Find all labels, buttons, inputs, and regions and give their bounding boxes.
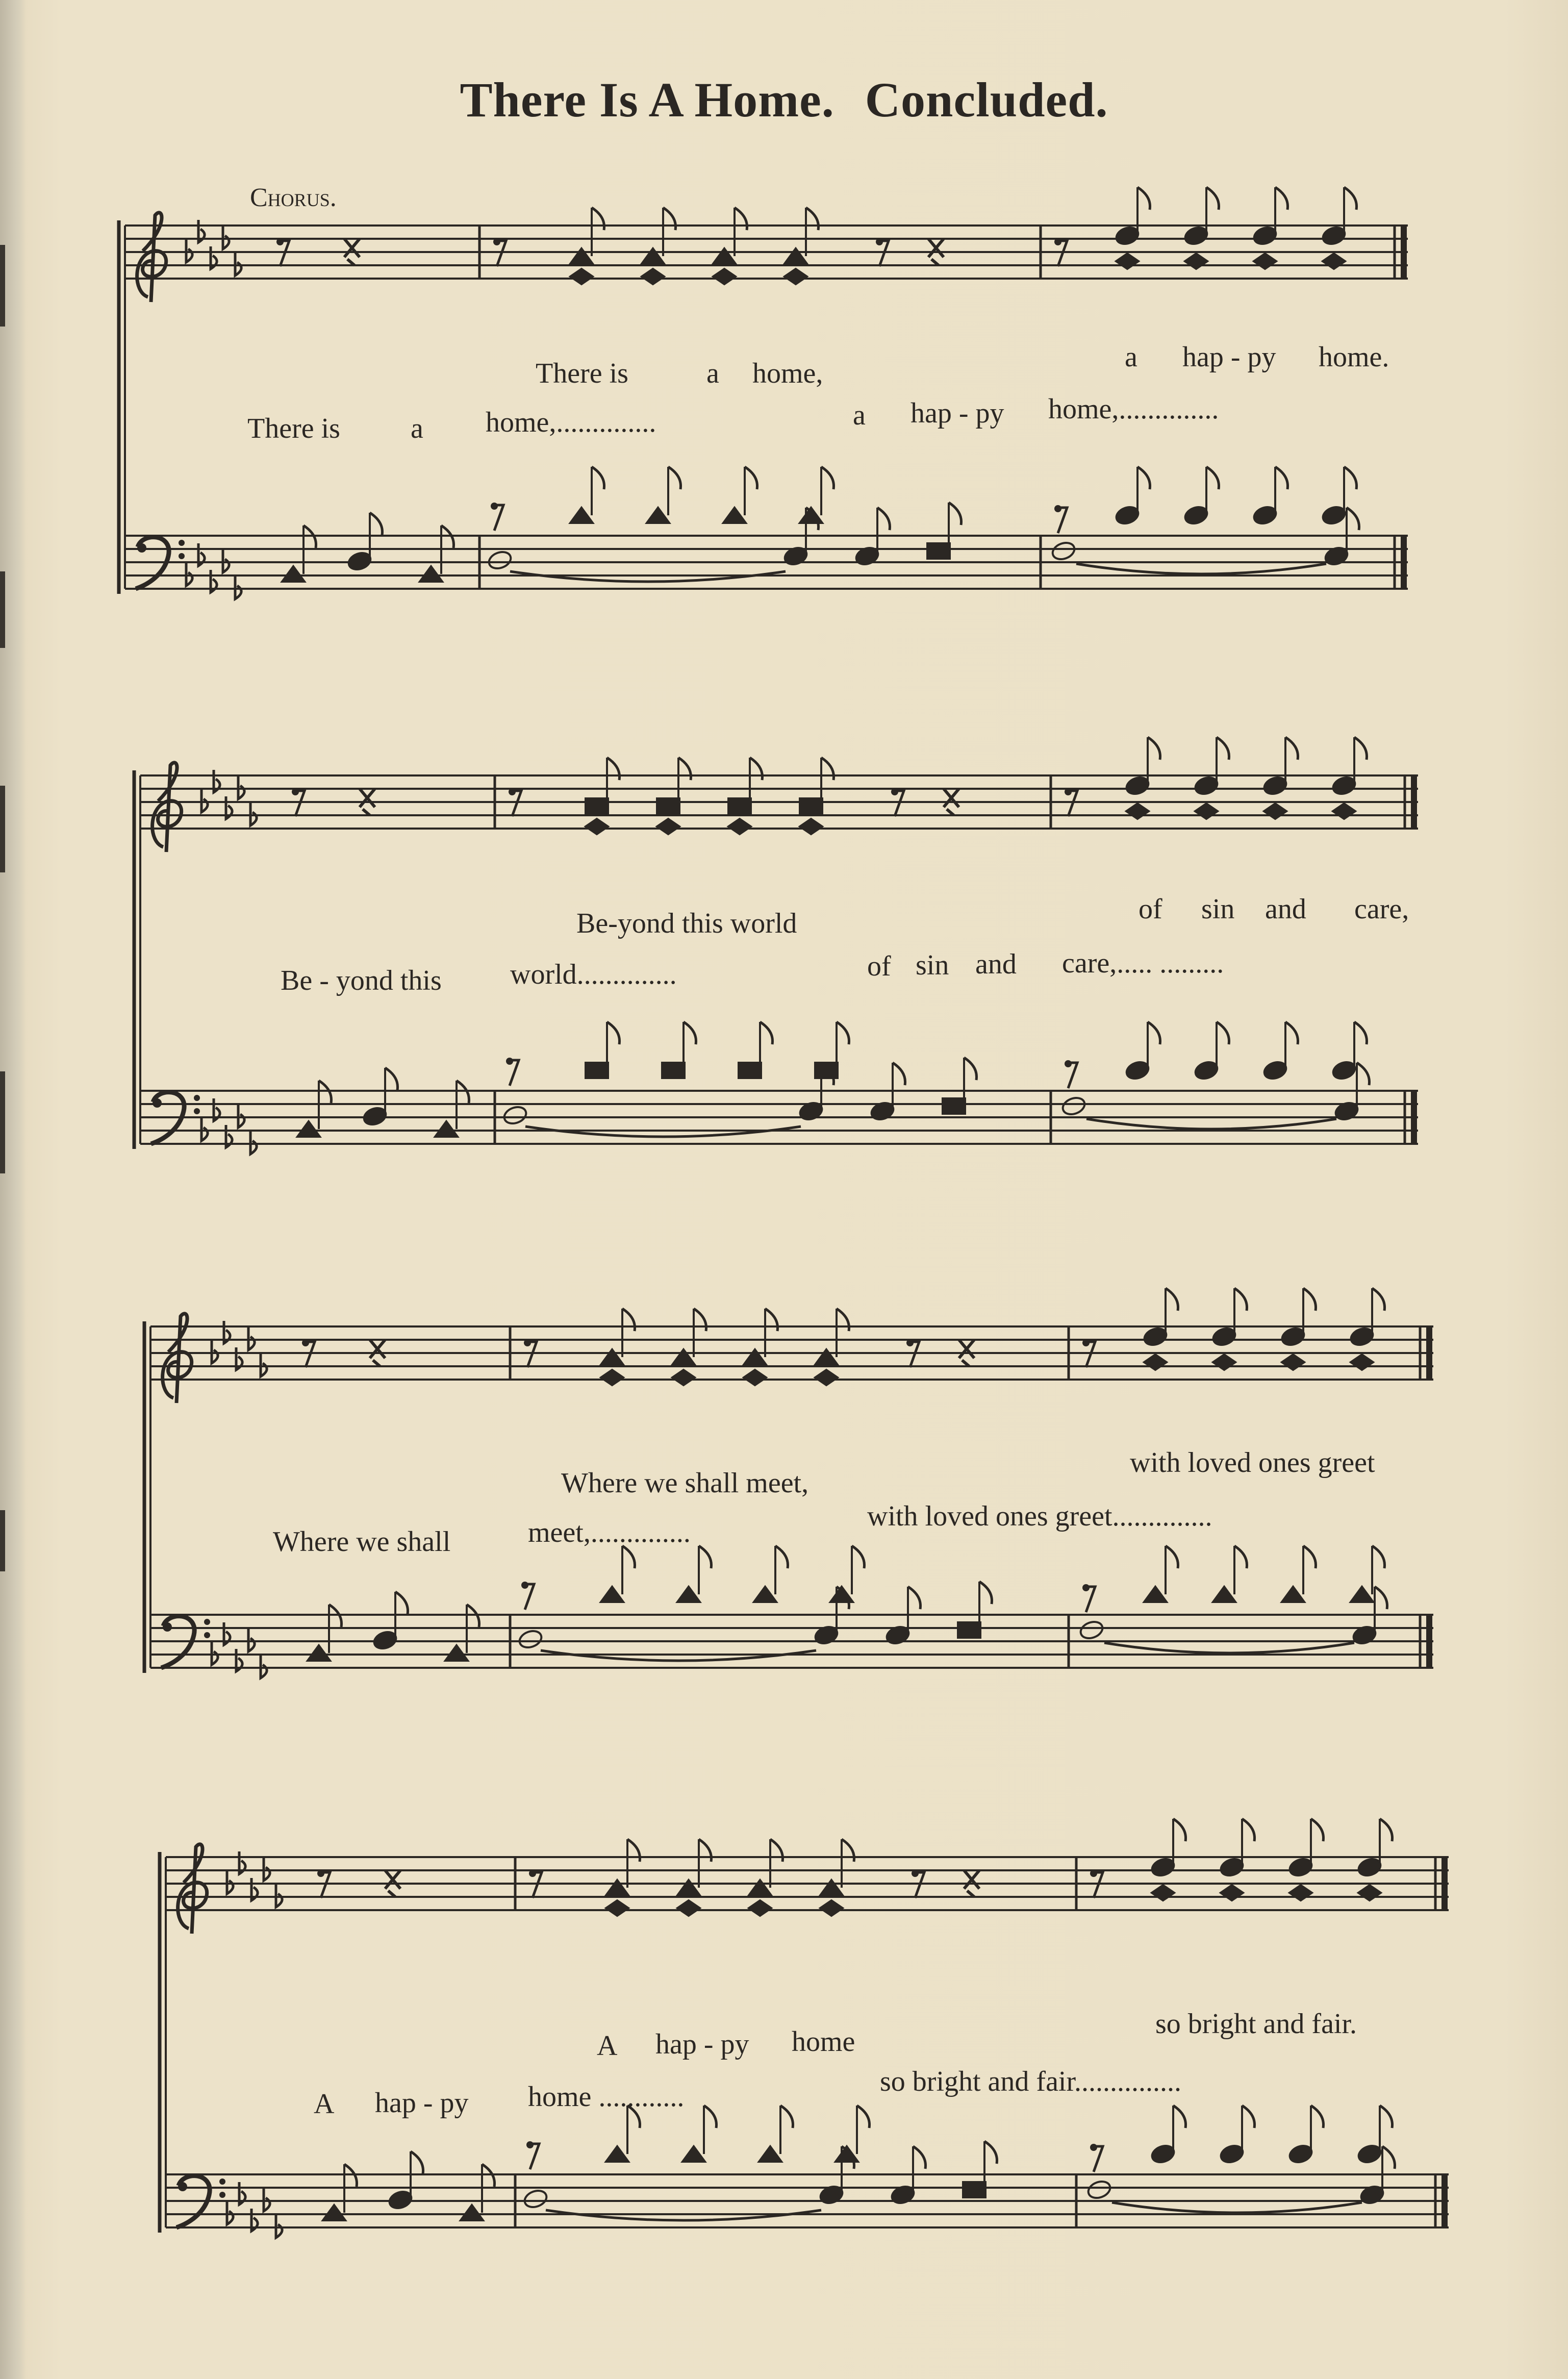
lyric-s4-upper-1: A bbox=[597, 2030, 618, 2062]
note-flag bbox=[1372, 1546, 1385, 1568]
lyric-s1-upper-4: a bbox=[1125, 341, 1137, 373]
shape-note-triangle bbox=[749, 1880, 771, 1895]
eighth-rest-dot bbox=[506, 1058, 513, 1065]
eighth-rest-dot bbox=[292, 788, 299, 795]
shape-note-triangle bbox=[601, 1349, 623, 1365]
note-flag bbox=[770, 1839, 783, 1862]
note-flag bbox=[1166, 1288, 1178, 1311]
note-flag bbox=[852, 1546, 865, 1568]
note-flag bbox=[1344, 187, 1357, 210]
lyric-s2-upper-5: care, bbox=[1354, 893, 1409, 925]
bass-clef-dot bbox=[179, 553, 185, 559]
lyric-s2-lower-1: Be - yond this bbox=[281, 965, 442, 996]
lyric-s4-upper-4: so bright and fair. bbox=[1155, 2008, 1357, 2040]
note-flag bbox=[1382, 2146, 1395, 2169]
lyric-s2-upper-1: Be-yond this world bbox=[576, 908, 797, 939]
lyric-s1-lower-3: home,.............. bbox=[486, 407, 656, 438]
bass-clef-dot bbox=[153, 1098, 162, 1108]
shape-note-diamond bbox=[601, 1370, 623, 1385]
note-flag bbox=[1275, 467, 1288, 489]
flat-sign-icon bbox=[226, 1125, 232, 1147]
note-flag bbox=[627, 1839, 640, 1862]
bass-clef-dot bbox=[137, 543, 146, 553]
shape-note-diamond bbox=[1358, 1885, 1381, 1900]
shape-note-diamond bbox=[1323, 254, 1345, 269]
lyric-s4-lower-2: hap - py bbox=[375, 2087, 469, 2119]
note-flag bbox=[1347, 508, 1359, 530]
flat-sign-icon bbox=[238, 1105, 244, 1128]
flat-sign-icon bbox=[224, 1622, 230, 1645]
bass-clef-dot bbox=[178, 2182, 187, 2191]
shape-note-diamond bbox=[1116, 254, 1139, 269]
note-flag bbox=[1234, 1288, 1247, 1311]
flat-sign-icon bbox=[276, 2215, 282, 2238]
note-flag bbox=[1234, 1546, 1247, 1568]
shape-note-triangle bbox=[282, 566, 305, 582]
note-flag bbox=[964, 1058, 977, 1080]
lyric-s2-lower-6: care,..... ......... bbox=[1062, 947, 1224, 979]
note-flag bbox=[684, 1022, 696, 1044]
shape-note-diamond bbox=[570, 269, 593, 284]
shape-note-square bbox=[586, 798, 608, 814]
shape-note-diamond bbox=[785, 269, 807, 284]
note-flag bbox=[622, 1546, 635, 1568]
note-flag bbox=[1173, 1819, 1186, 1841]
flat-sign-icon bbox=[239, 1851, 245, 1874]
lyric-s2-lower-2: world.............. bbox=[510, 959, 677, 990]
shape-note-diamond bbox=[1254, 254, 1276, 269]
note-flag bbox=[750, 758, 763, 780]
shape-note-triangle bbox=[682, 2146, 705, 2162]
flat-sign-icon bbox=[186, 563, 192, 586]
flat-sign-icon bbox=[248, 1629, 255, 1651]
shape-note-diamond bbox=[820, 1900, 843, 1916]
flat-sign-icon bbox=[264, 1858, 270, 1881]
note-flag bbox=[370, 513, 383, 535]
eighth-rest-dot bbox=[891, 788, 898, 795]
note-flag bbox=[1344, 467, 1357, 489]
eighth-rest-dot bbox=[906, 1339, 914, 1346]
shape-note-square bbox=[739, 1063, 761, 1078]
lyric-s4-lower-4: so bright and fair............... bbox=[880, 2066, 1182, 2097]
shape-note-triangle bbox=[606, 2146, 628, 2162]
shape-note-diamond bbox=[744, 1370, 766, 1385]
shape-note-square bbox=[943, 1098, 965, 1114]
flat-sign-icon bbox=[236, 1649, 242, 1671]
note-flag bbox=[704, 2106, 717, 2128]
bass-clef-dot bbox=[163, 1622, 172, 1632]
shape-note-diamond bbox=[713, 269, 736, 284]
flat-sign-icon bbox=[211, 246, 217, 269]
shape-note-triangle bbox=[606, 1880, 628, 1895]
eighth-rest-dot bbox=[876, 238, 883, 245]
note-flag bbox=[837, 1309, 849, 1331]
tie-slur bbox=[1104, 1643, 1354, 1653]
flat-sign-icon bbox=[251, 1878, 258, 1900]
note-flag bbox=[1357, 1063, 1370, 1085]
eighth-rest-dot bbox=[276, 238, 284, 245]
bass-clef-dot bbox=[219, 2178, 225, 2185]
flat-sign-icon bbox=[236, 1347, 242, 1370]
shape-note-triangle bbox=[1282, 1587, 1304, 1602]
flat-sign-icon bbox=[201, 790, 208, 812]
shape-note-square bbox=[662, 1063, 685, 1078]
flat-sign-icon bbox=[223, 227, 229, 249]
eighth-rest-dot bbox=[1065, 788, 1072, 795]
eighth-rest-dot bbox=[491, 503, 498, 510]
shape-note-diamond bbox=[1152, 1885, 1174, 1900]
flat-sign-icon bbox=[223, 550, 229, 572]
lyric-s4-lower-3: home ............ bbox=[528, 2081, 685, 2113]
shape-note-square bbox=[657, 798, 679, 814]
flat-sign-icon bbox=[212, 1642, 218, 1665]
note-flag bbox=[622, 1309, 635, 1331]
note-flag bbox=[694, 1309, 706, 1331]
shape-note-triangle bbox=[570, 248, 593, 264]
shape-note-diamond bbox=[1195, 804, 1218, 819]
shape-note-square bbox=[728, 798, 751, 814]
flat-sign-icon bbox=[239, 2182, 245, 2205]
shape-note-triangle bbox=[672, 1349, 695, 1365]
note-flag bbox=[775, 1546, 788, 1568]
flat-sign-icon bbox=[248, 1328, 255, 1350]
shape-note-triangle bbox=[677, 1587, 700, 1602]
shape-note-triangle bbox=[785, 248, 807, 264]
lyric-s2-lower-3: of bbox=[867, 950, 891, 982]
lyric-s1-upper-3: home, bbox=[752, 358, 823, 389]
shape-note-triangle bbox=[815, 1349, 838, 1365]
note-flag bbox=[1311, 1819, 1324, 1841]
flat-sign-icon bbox=[251, 2209, 258, 2231]
shape-note-diamond bbox=[657, 819, 679, 834]
shape-note-triangle bbox=[420, 566, 442, 582]
flat-sign-icon bbox=[211, 570, 217, 592]
lyric-s3-upper-1: Where we shall meet, bbox=[561, 1467, 809, 1499]
lyric-s4-upper-3: home bbox=[792, 2026, 855, 2058]
eighth-rest-dot bbox=[1082, 1339, 1090, 1346]
note-flag bbox=[1137, 467, 1150, 489]
note-flag bbox=[1275, 187, 1288, 210]
note-flag bbox=[668, 467, 681, 489]
shape-note-diamond bbox=[1221, 1885, 1243, 1900]
shape-note-diamond bbox=[1351, 1355, 1373, 1370]
lyric-s3-upper-2: with loved ones greet bbox=[1130, 1447, 1375, 1479]
eighth-rest-dot bbox=[1054, 505, 1061, 512]
eighth-rest-dot bbox=[1065, 1060, 1072, 1067]
flat-sign-icon bbox=[198, 220, 205, 242]
flat-sign-icon bbox=[224, 1321, 230, 1343]
note-flag bbox=[1303, 1288, 1316, 1311]
note-flag bbox=[1372, 1288, 1385, 1311]
shape-note-diamond bbox=[606, 1900, 628, 1916]
eighth-rest-dot bbox=[529, 1870, 536, 1877]
note-flag bbox=[699, 1546, 712, 1568]
eighth-rest-dot bbox=[493, 238, 500, 245]
shape-note-triangle bbox=[461, 2205, 483, 2220]
eighth-rest-dot bbox=[912, 1870, 919, 1877]
eighth-rest-dot bbox=[509, 788, 516, 795]
bass-clef-dot bbox=[194, 1108, 200, 1114]
shape-note-diamond bbox=[815, 1370, 838, 1385]
shape-note-triangle bbox=[723, 508, 746, 523]
shape-note-triangle bbox=[713, 248, 736, 264]
flat-sign-icon bbox=[214, 1098, 220, 1121]
note-head bbox=[522, 2188, 549, 2210]
lyric-s1-upper-6: home. bbox=[1319, 341, 1389, 373]
shape-note-triangle bbox=[445, 1645, 468, 1661]
note-flag bbox=[1242, 2106, 1255, 2128]
note-flag bbox=[1354, 737, 1367, 760]
flat-sign-icon bbox=[235, 577, 241, 599]
note-flag bbox=[765, 1309, 778, 1331]
note-flag bbox=[1285, 1022, 1298, 1044]
note-head bbox=[502, 1104, 528, 1126]
bass-clef-dot bbox=[179, 540, 185, 546]
lyric-s1-lower-5: hap - py bbox=[911, 397, 1004, 429]
bass-clef-dot bbox=[219, 2192, 225, 2198]
flat-sign-icon bbox=[198, 543, 205, 566]
lyric-s2-upper-2: of bbox=[1139, 893, 1162, 925]
shape-note-diamond bbox=[749, 1900, 771, 1916]
shape-note-diamond bbox=[1282, 1355, 1304, 1370]
shape-note-square bbox=[927, 543, 950, 559]
lyric-s1-upper-1: There is bbox=[536, 358, 628, 389]
shape-note-diamond bbox=[586, 819, 608, 834]
note-flag bbox=[1380, 1819, 1393, 1841]
note-flag bbox=[1217, 1022, 1229, 1044]
note-flag bbox=[663, 208, 676, 230]
eighth-rest-dot bbox=[1090, 1870, 1097, 1877]
flat-sign-icon bbox=[235, 253, 241, 276]
note-flag bbox=[1166, 1546, 1178, 1568]
note-flag bbox=[1354, 1022, 1367, 1044]
note-flag bbox=[592, 208, 604, 230]
shape-note-diamond bbox=[800, 819, 822, 834]
note-flag bbox=[607, 1022, 620, 1044]
shape-note-diamond bbox=[1289, 1885, 1312, 1900]
flat-sign-icon bbox=[261, 1354, 267, 1376]
note-flag bbox=[821, 467, 834, 489]
tie-slur bbox=[1076, 564, 1326, 574]
note-flag bbox=[780, 2106, 793, 2128]
shape-note-diamond bbox=[1126, 804, 1149, 819]
note-head bbox=[1086, 2178, 1112, 2200]
lyric-s2-lower-5: and bbox=[975, 948, 1017, 980]
note-flag bbox=[984, 2141, 997, 2164]
shape-note-triangle bbox=[642, 248, 664, 264]
flat-sign-icon bbox=[250, 803, 257, 825]
flat-sign-icon bbox=[186, 240, 192, 262]
note-head bbox=[1060, 1095, 1087, 1117]
shape-note-triangle bbox=[754, 1587, 776, 1602]
shape-note-triangle bbox=[677, 1880, 700, 1895]
note-head bbox=[517, 1628, 544, 1650]
note-flag bbox=[1380, 2106, 1393, 2128]
lyric-s1-upper-2: a bbox=[706, 358, 719, 389]
note-flag bbox=[806, 208, 819, 230]
note-head bbox=[1050, 540, 1077, 562]
note-flag bbox=[1311, 2106, 1324, 2128]
note-flag bbox=[913, 2146, 926, 2169]
eighth-rest-dot bbox=[1090, 2144, 1097, 2151]
lyric-s1-lower-6: home,.............. bbox=[1048, 393, 1219, 425]
note-head bbox=[1078, 1619, 1105, 1641]
shape-note-triangle bbox=[1351, 1587, 1373, 1602]
note-flag bbox=[1242, 1819, 1255, 1841]
eighth-rest-dot bbox=[1082, 1584, 1090, 1591]
shape-note-diamond bbox=[642, 269, 664, 284]
note-flag bbox=[857, 2106, 870, 2128]
shape-note-triangle bbox=[647, 508, 669, 523]
shape-note-diamond bbox=[1185, 254, 1207, 269]
flat-sign-icon bbox=[276, 1885, 282, 1907]
eighth-rest-dot bbox=[524, 1339, 531, 1346]
note-flag bbox=[1375, 1587, 1387, 1609]
flat-sign-icon bbox=[261, 1656, 267, 1678]
note-flag bbox=[745, 467, 757, 489]
shape-note-diamond bbox=[677, 1900, 700, 1916]
chorus-label: Chorus. bbox=[250, 183, 337, 212]
shape-note-diamond bbox=[672, 1370, 695, 1385]
note-flag bbox=[1206, 467, 1219, 489]
flat-sign-icon bbox=[212, 1341, 218, 1363]
note-flag bbox=[592, 467, 604, 489]
song-title-main: There Is A Home. bbox=[460, 72, 834, 127]
shape-note-diamond bbox=[728, 819, 751, 834]
flat-sign-icon bbox=[238, 777, 244, 799]
shape-note-square bbox=[958, 1622, 980, 1638]
shape-note-triangle bbox=[570, 508, 593, 523]
shape-note-triangle bbox=[297, 1121, 320, 1137]
shape-note-triangle bbox=[323, 2205, 345, 2220]
note-flag bbox=[877, 508, 890, 530]
note-flag bbox=[979, 1582, 992, 1604]
flat-sign-icon bbox=[227, 1871, 233, 1894]
note-head bbox=[487, 549, 513, 571]
note-flag bbox=[678, 758, 691, 780]
note-flag bbox=[411, 2151, 423, 2174]
note-flag bbox=[1217, 737, 1229, 760]
lyric-s4-lower-1: A bbox=[314, 2088, 335, 2120]
lyric-s1-lower-1: There is bbox=[247, 413, 340, 444]
lyric-s1-lower-2: a bbox=[411, 413, 423, 444]
shape-note-triangle bbox=[820, 1880, 843, 1895]
tie-slur bbox=[1086, 1119, 1336, 1129]
shape-note-diamond bbox=[1144, 1355, 1167, 1370]
note-flag bbox=[1303, 1546, 1316, 1568]
flat-sign-icon bbox=[214, 770, 220, 792]
note-flag bbox=[893, 1063, 905, 1085]
note-flag bbox=[607, 758, 620, 780]
note-flag bbox=[1173, 2106, 1186, 2128]
shape-note-diamond bbox=[1213, 1355, 1235, 1370]
flat-sign-icon bbox=[264, 2189, 270, 2211]
song-title-suffix: Concluded. bbox=[865, 72, 1108, 127]
note-flag bbox=[837, 1022, 849, 1044]
note-flag bbox=[908, 1587, 921, 1609]
eighth-rest-dot bbox=[526, 2141, 534, 2148]
shape-note-triangle bbox=[435, 1121, 458, 1137]
flat-sign-icon bbox=[227, 2202, 233, 2224]
lyric-s3-lower-2: meet,.............. bbox=[528, 1517, 691, 1548]
note-flag bbox=[1148, 1022, 1160, 1044]
shape-note-triangle bbox=[1144, 1587, 1167, 1602]
flat-sign-icon bbox=[201, 1118, 208, 1141]
shape-note-triangle bbox=[744, 1349, 766, 1365]
shape-note-triangle bbox=[308, 1645, 330, 1661]
lyric-s2-lower-4: sin bbox=[916, 949, 949, 981]
shape-note-square bbox=[586, 1063, 608, 1078]
lyric-s4-upper-2: hap - py bbox=[655, 2029, 749, 2060]
lyric-s3-lower-1: Where we shall bbox=[273, 1526, 451, 1558]
note-flag bbox=[821, 758, 834, 780]
note-flag bbox=[842, 1839, 854, 1862]
shape-note-diamond bbox=[1264, 804, 1286, 819]
bass-clef-dot bbox=[204, 1619, 210, 1625]
lyric-s2-upper-4: and bbox=[1265, 893, 1306, 925]
shape-note-triangle bbox=[1213, 1587, 1235, 1602]
bass-clef-dot bbox=[194, 1095, 200, 1101]
lyric-s3-lower-3: with loved ones greet.............. bbox=[867, 1500, 1212, 1532]
eighth-rest-dot bbox=[1054, 238, 1061, 245]
note-flag bbox=[395, 1592, 408, 1614]
note-flag bbox=[1206, 187, 1219, 210]
eighth-rest-dot bbox=[521, 1582, 528, 1589]
lyric-s1-upper-5: hap - py bbox=[1182, 341, 1276, 373]
tie-slur bbox=[1112, 2202, 1362, 2213]
shape-note-triangle bbox=[601, 1587, 623, 1602]
shape-note-triangle bbox=[759, 2146, 781, 2162]
note-flag bbox=[699, 1839, 712, 1862]
note-flag bbox=[1285, 737, 1298, 760]
shape-note-square bbox=[800, 798, 822, 814]
flat-sign-icon bbox=[226, 796, 232, 819]
eighth-rest-dot bbox=[302, 1339, 309, 1346]
eighth-rest-dot bbox=[317, 1870, 324, 1877]
shape-note-diamond bbox=[1333, 804, 1355, 819]
shape-note-square bbox=[963, 2182, 985, 2197]
note-flag bbox=[760, 1022, 773, 1044]
note-flag bbox=[1148, 737, 1160, 760]
note-flag bbox=[949, 503, 962, 525]
lyric-s2-upper-3: sin bbox=[1201, 893, 1235, 925]
note-flag bbox=[385, 1068, 398, 1090]
lyric-s1-lower-4: a bbox=[853, 399, 866, 431]
flat-sign-icon bbox=[250, 1132, 257, 1154]
note-flag bbox=[735, 208, 747, 230]
note-flag bbox=[1137, 187, 1150, 210]
bass-clef-dot bbox=[204, 1632, 210, 1638]
